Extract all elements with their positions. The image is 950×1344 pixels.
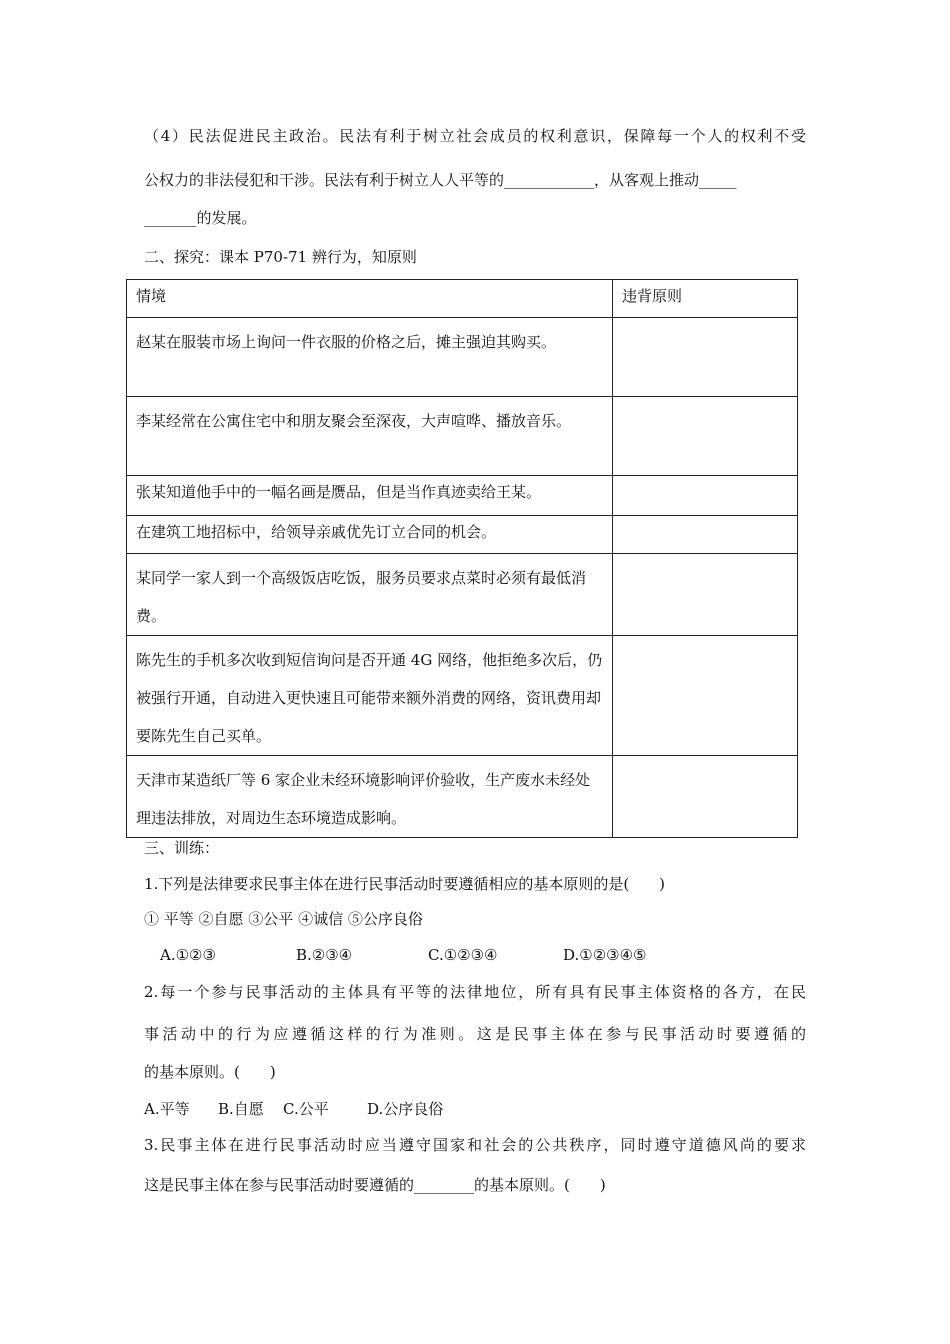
q1-options <box>160 945 647 965</box>
q3-line1: 3.民事主体在进行民事活动时应当遵守国家和社会的公共秩序，同时遵守道德风尚的要求 <box>144 1136 806 1154</box>
table-row <box>127 476 798 516</box>
principle-cell[interactable] <box>613 554 798 636</box>
header-principle: 违背原则 <box>613 280 798 318</box>
q2-option-b[interactable]: B.自愿 <box>218 1100 264 1118</box>
q2-option-a[interactable]: A.平等 <box>144 1100 190 1118</box>
situation-cell: 在建筑工地招标中，给领导亲戚优先订立合同的机会。 <box>127 516 613 554</box>
q2-line2: 事活动中的行为应遵循这样的行为准则。这是民事主体在参与民事活动时要遵循的 <box>144 1025 806 1043</box>
situation-cell: 天津市某造纸厂等 6 家企业未经环境影响评价验收，生产废水未经处理违法排放，对周边生态环境造成影响。 <box>127 756 613 838</box>
principle-cell[interactable] <box>613 756 798 838</box>
q1-items: ① 平等 ②自愿 ③公平 ④诚信 ⑤公序良俗 <box>144 910 423 928</box>
q2-option-d[interactable]: D.公序良俗 <box>367 1100 444 1118</box>
header-situation: 情境 <box>127 280 613 318</box>
situation-cell: 李某经常在公寓住宅中和朋友聚会至深夜，大声喧哗、播放音乐。 <box>127 397 613 476</box>
q1-option-c[interactable]: C.①②③④ <box>428 946 498 964</box>
q2-line1: 2.每一个参与民事活动的主体具有平等的法律地位，所有具有民事主体资格的各方，在民 <box>144 983 806 1001</box>
q3-line2: 这是民事主体在参与民事活动时要遵循的________的基本原则。( ) <box>144 1176 606 1194</box>
q2-line3: 的基本原则。( ) <box>144 1063 276 1081</box>
principle-cell[interactable] <box>613 397 798 476</box>
principle-cell[interactable] <box>613 516 798 554</box>
situation-cell: 陈先生的手机多次收到短信询问是否开通 4G 网络，他拒绝多次后，仍被强行开通，自动进入更快速且可能带来额外消费的网络，资讯费用却要陈先生自己买单。 <box>127 636 613 756</box>
rule4-line3: _______的发展。 <box>144 209 257 227</box>
principle-cell[interactable] <box>613 636 798 756</box>
principle-cell[interactable] <box>613 476 798 516</box>
table-row <box>127 756 798 838</box>
situation-cell: 某同学一家人到一个高级饭店吃饭，服务员要求点菜时必须有最低消费。 <box>127 554 613 636</box>
table-row <box>127 516 798 554</box>
section3-heading: 三、训练： <box>144 839 220 857</box>
table-row <box>127 636 798 756</box>
rule4-line1: （4）民法促进民主政治。民法有利于树立社会成员的权利意识，保障每一个人的权利不受 <box>144 127 806 145</box>
q1-stem: 1.下列是法律要求民事主体在进行民事活动时要遵循相应的基本原则的是( ) <box>144 875 666 893</box>
section2-heading: 二、探究：课本 P70-71 辨行为，知原则 <box>144 248 417 266</box>
principle-cell[interactable] <box>613 318 798 397</box>
table-header-row <box>127 280 798 318</box>
situation-cell: 赵某在服装市场上询问一件衣服的价格之后，摊主强迫其购买。 <box>127 318 613 397</box>
q1-option-b[interactable]: B.②③④ <box>296 946 353 964</box>
table-row <box>127 397 798 476</box>
situation-cell: 张某知道他手中的一幅名画是赝品，但是当作真迹卖给王某。 <box>127 476 613 516</box>
q1-option-d[interactable]: D.①②③④⑤ <box>563 946 647 964</box>
situation-table <box>126 279 798 838</box>
rule4-line2: 公权力的非法侵犯和干涉。民法有利于树立人人平等的____________，从客观上推动_____ <box>144 171 737 189</box>
table-row <box>127 318 798 397</box>
q2-options <box>144 1099 443 1119</box>
q2-option-c[interactable]: C.公平 <box>283 1100 329 1118</box>
q1-option-a[interactable]: A.①②③ <box>160 946 216 964</box>
table-row <box>127 554 798 636</box>
